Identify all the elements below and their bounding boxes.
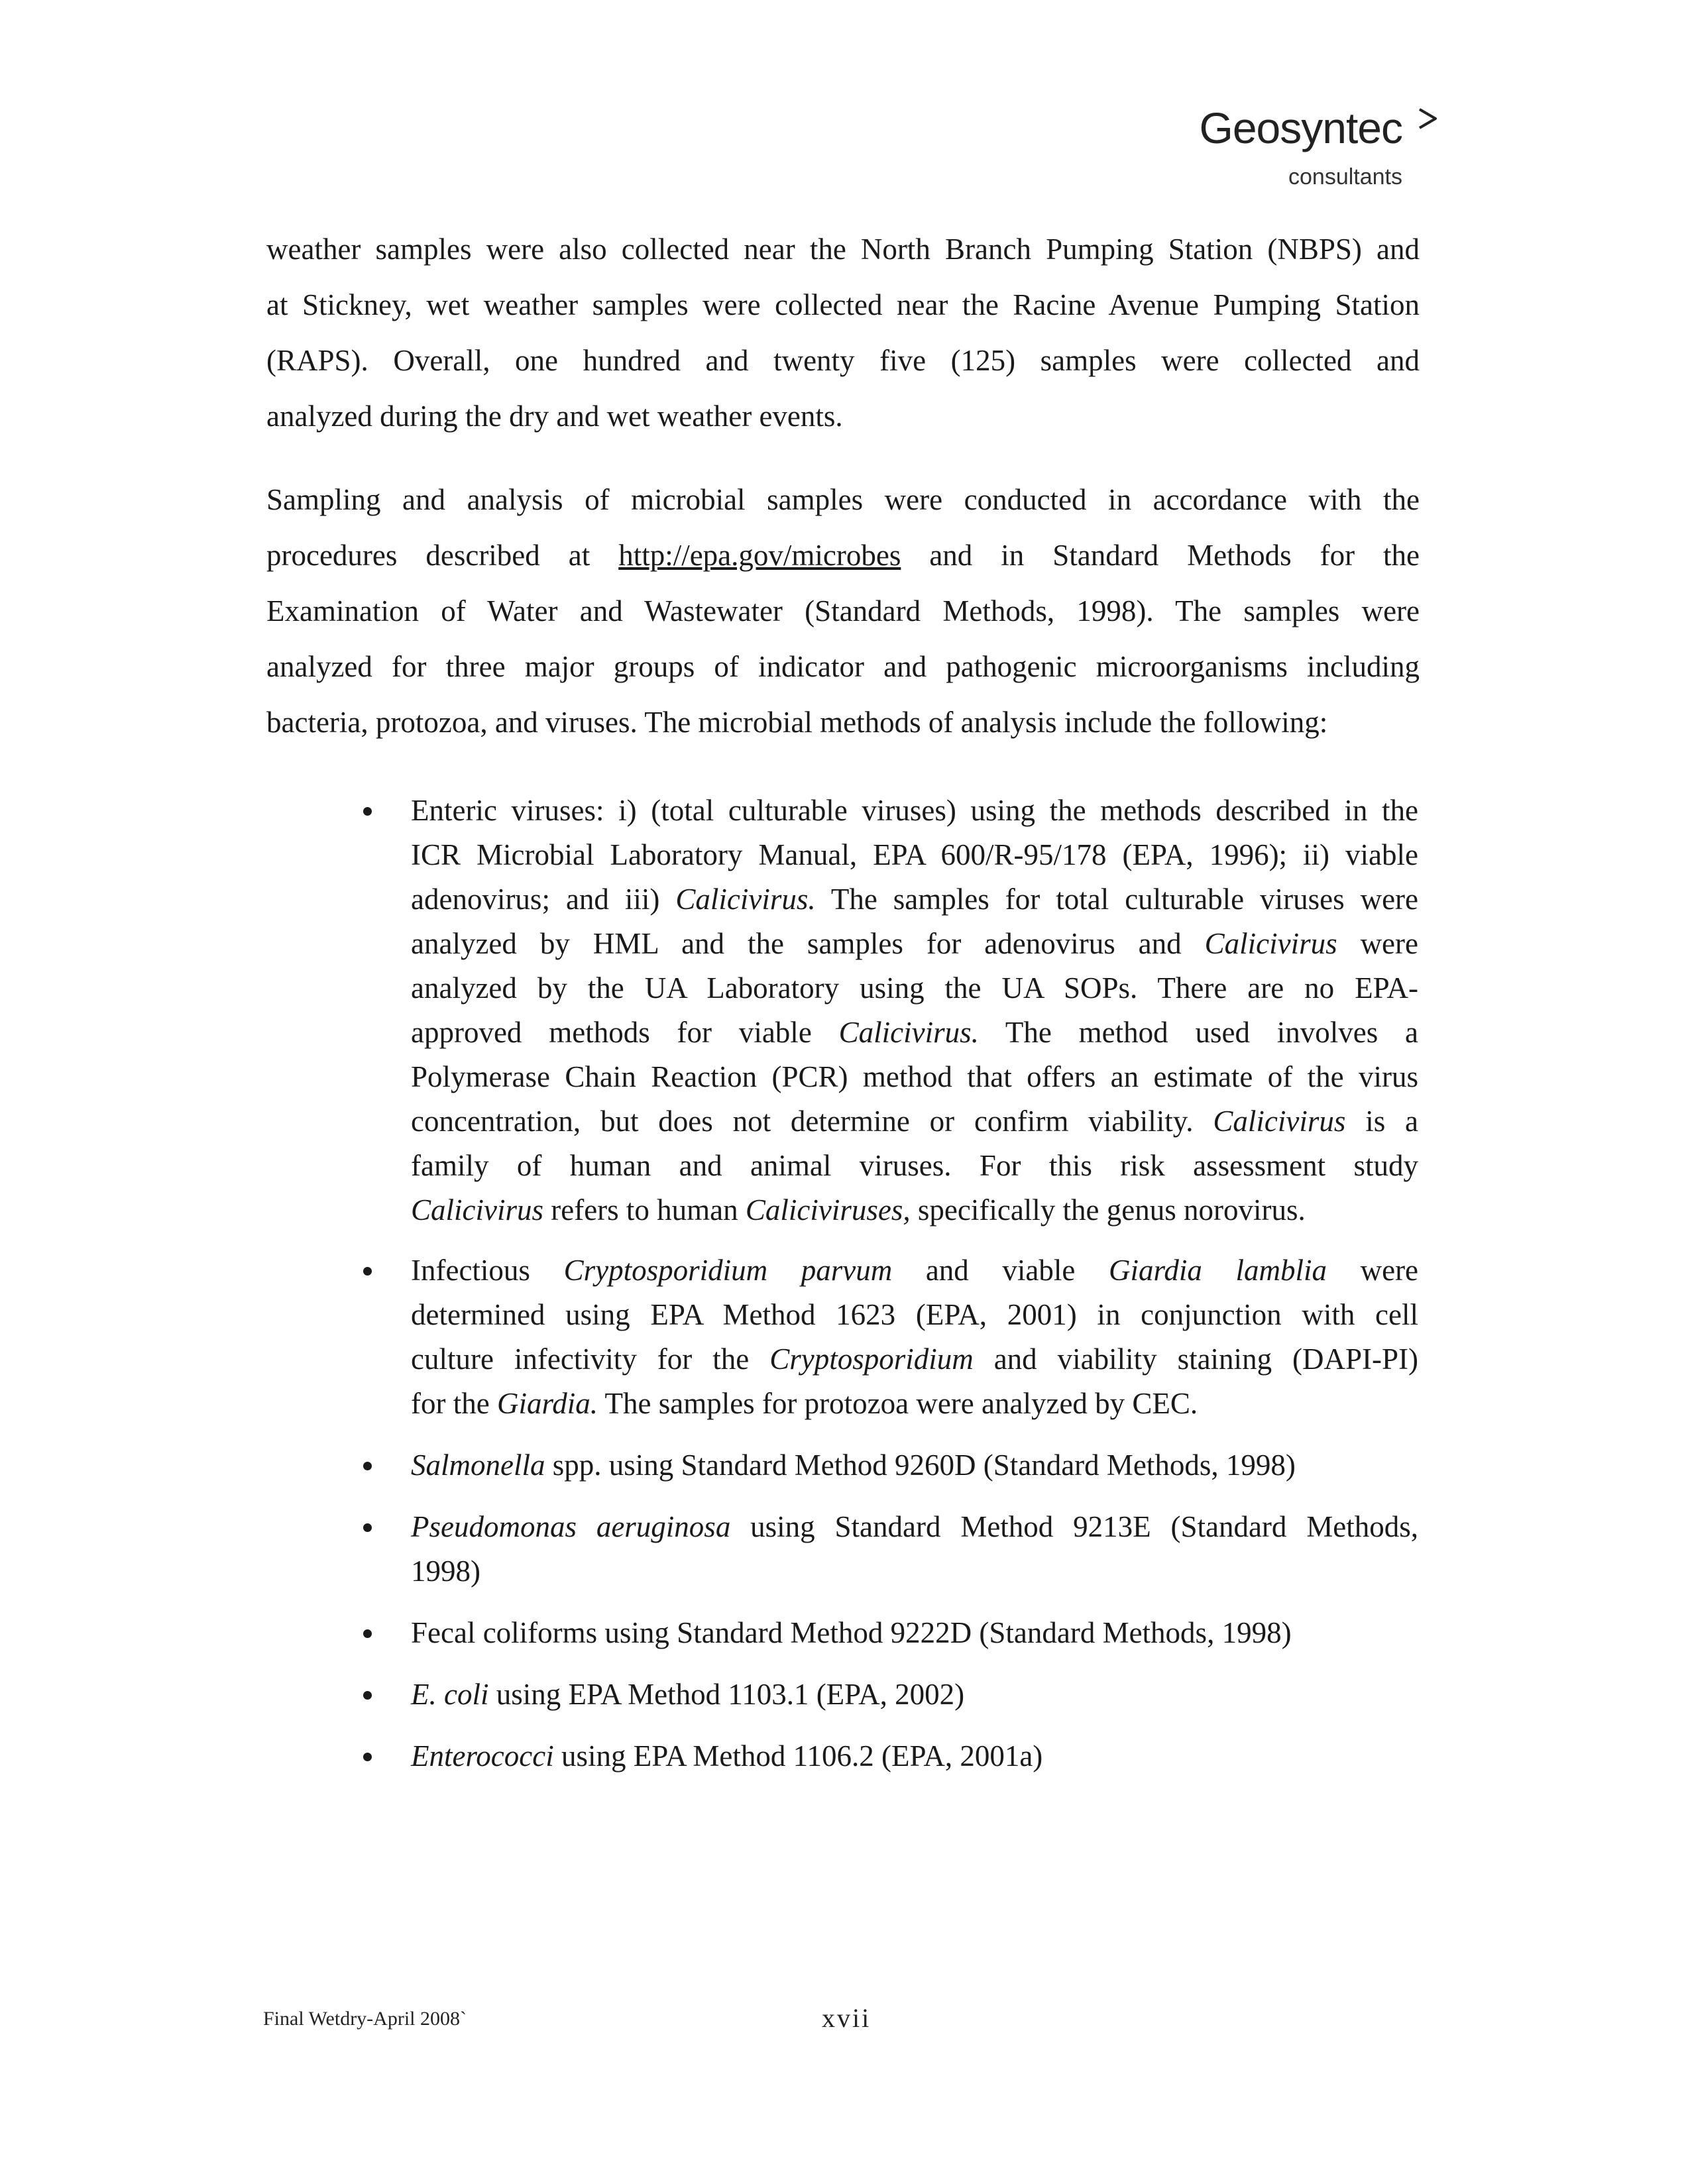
italic-term: Calicivirus.	[675, 883, 816, 916]
text-segment: using EPA Method 1106.2 (EPA, 2001a)	[561, 1739, 1043, 1773]
text-line	[411, 1505, 1418, 1549]
bullet-protozoa	[358, 1248, 1418, 1426]
bullet-fecal-coliforms	[358, 1611, 1418, 1655]
text-line: determined using EPA Method 1623 (EPA, 2001) in conjunction with cell	[411, 1298, 1418, 1331]
text-line	[411, 1248, 1418, 1293]
paragraph-sampling-locations	[266, 221, 1420, 444]
text-line: Sampling and analysis of microbial samples were conducted in accordance with the	[266, 483, 1420, 516]
italic-term: Giardia lamblia	[1109, 1254, 1327, 1287]
company-logo-text: Geosyntec	[1199, 103, 1402, 152]
text-line	[411, 877, 1418, 922]
text-segment: Infectious	[411, 1254, 530, 1287]
bullet-dot-icon	[363, 1691, 372, 1700]
bullet-pseudomonas	[358, 1505, 1418, 1594]
text-line: 1998)	[411, 1555, 480, 1588]
text-line	[411, 1188, 1418, 1232]
text-segment: using Standard Method 9213E (Standard Methods,	[750, 1510, 1419, 1543]
italic-term: Calicivirus.	[838, 1016, 979, 1049]
text-segment: The samples for protozoa were analyzed by CEC.	[604, 1387, 1198, 1420]
paragraph-methods	[266, 472, 1420, 750]
company-subtitle: consultants	[1288, 164, 1402, 190]
text-line: (RAPS). Overall, one hundred and twenty five (125) samples were collected and	[266, 344, 1420, 377]
italic-term: E. coli	[411, 1678, 489, 1711]
italic-term: Giardia.	[496, 1387, 598, 1420]
text-line	[411, 1672, 1418, 1717]
text-line: analyzed by the UA Laboratory using the UA SOPs. There are no EPA-	[411, 971, 1418, 1005]
italic-term: Cryptosporidium parvum	[563, 1254, 893, 1287]
text-line	[411, 1443, 1418, 1488]
italic-term: Calicivirus	[411, 1193, 543, 1227]
bullet-dot-icon	[363, 1462, 372, 1470]
company-header	[1180, 103, 1418, 199]
text-line: weather samples were also collected near the North Branch Pumping Station (NBPS) and	[266, 233, 1420, 266]
text-segment: specifically the genus norovirus.	[917, 1193, 1306, 1227]
text-line: family of human and animal viruses. For this risk assessment study	[411, 1149, 1418, 1182]
italic-term: Pseudomonas aeruginosa	[411, 1510, 731, 1543]
bullet-enterococci	[358, 1734, 1418, 1778]
text-segment: concentration, but does not determine or confirm viability.	[411, 1105, 1194, 1138]
text-line: analyzed for three major groups of indicator and pathogenic microorganisms including	[266, 650, 1420, 683]
bullet-dot-icon	[363, 1523, 372, 1532]
italic-term: Calicivirus	[1213, 1105, 1346, 1138]
text-segment: for the	[411, 1387, 490, 1420]
text-line	[266, 527, 1420, 583]
footer-page-number: xvii	[822, 2003, 872, 2033]
text-line: analyzed during the dry and wet weather events.	[266, 400, 843, 433]
italic-term: Salmonella	[411, 1448, 545, 1482]
logo-triangle-icon	[1416, 107, 1438, 130]
text-line	[411, 922, 1418, 966]
italic-term: Cryptosporidium	[769, 1342, 974, 1376]
italic-term: Enterococci	[411, 1739, 554, 1773]
text-line: bacteria, protozoa, and viruses. The microbial methods of analysis include the following:	[266, 706, 1328, 739]
text-line	[411, 1382, 1418, 1426]
text-line	[411, 1734, 1418, 1778]
bullet-dot-icon	[363, 1629, 372, 1638]
bullet-e-coli	[358, 1672, 1418, 1717]
text-line: ICR Microbial Laboratory Manual, EPA 600/R-95/178 (EPA, 1996); ii) viable	[411, 838, 1418, 871]
italic-term: Calicivirus	[1204, 927, 1337, 960]
text-segment: were	[1360, 1254, 1419, 1287]
text-line: Polymerase Chain Reaction (PCR) method that offers an estimate of the virus	[411, 1060, 1418, 1093]
text-segment: spp. using Standard Method 9260D (Standard Methods, 1998)	[552, 1448, 1296, 1482]
text-segment: and viable	[925, 1254, 1076, 1287]
bullet-salmonella	[358, 1443, 1418, 1488]
text-segment: is a	[1365, 1105, 1418, 1138]
text-segment: procedures described at	[266, 539, 591, 572]
text-segment: The samples for total culturable viruses were	[830, 883, 1419, 916]
bullet-dot-icon	[363, 807, 372, 816]
bullet-dot-icon	[363, 1267, 372, 1276]
text-line	[411, 1099, 1418, 1144]
italic-term: Caliciviruses,	[745, 1193, 911, 1227]
text-segment: refers to human	[551, 1193, 738, 1227]
text-segment: analyzed by HML and the samples for adenovirus and	[411, 927, 1182, 960]
text-segment: using EPA Method 1103.1 (EPA, 2002)	[496, 1678, 965, 1711]
text-line	[411, 1337, 1418, 1382]
text-segment: approved methods for viable	[411, 1016, 812, 1049]
text-segment: were	[1360, 927, 1418, 960]
text-line	[411, 1010, 1418, 1055]
epa-microbes-link[interactable]: http://epa.gov/microbes	[618, 539, 901, 572]
text-segment: and in Standard Methods for the	[929, 539, 1420, 572]
methods-bullet-list	[358, 789, 1418, 1778]
text-segment: The method used involves a	[1005, 1016, 1419, 1049]
text-line: Examination of Water and Wastewater (Standard Methods, 1998). The samples were	[266, 594, 1420, 628]
text-segment: culture infectivity for the	[411, 1342, 750, 1376]
text-line: Enteric viruses: i) (total culturable viruses) using the methods described in the	[411, 794, 1418, 827]
footer-document-name: Final Wetdry-April 2008`	[263, 2008, 467, 2030]
text-segment: and viability staining (DAPI-PI)	[993, 1342, 1419, 1376]
text-line: Fecal coliforms using Standard Method 9222D (Standard Methods, 1998)	[411, 1616, 1292, 1649]
text-segment: adenovirus; and iii)	[411, 883, 660, 916]
bullet-enteric-viruses	[358, 789, 1418, 1232]
text-line: at Stickney, wet weather samples were collected near the Racine Avenue Pumping Station	[266, 288, 1420, 321]
bullet-dot-icon	[363, 1753, 372, 1761]
